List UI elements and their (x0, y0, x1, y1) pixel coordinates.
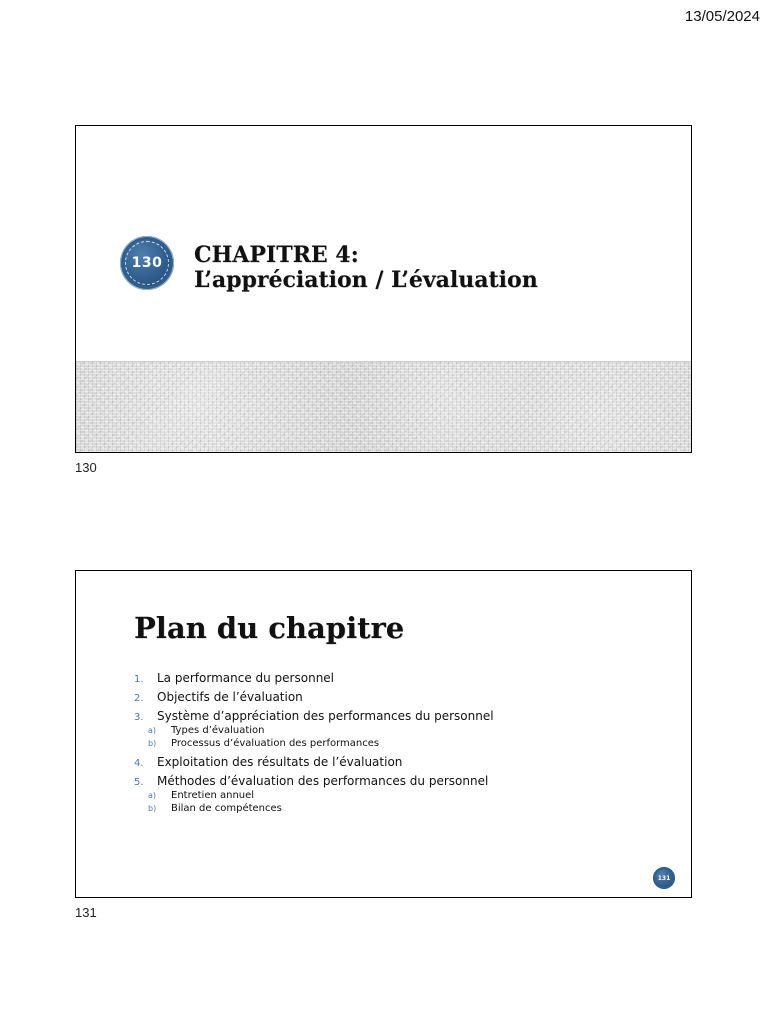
item-label: Méthodes d’évaluation des performances du personnel (157, 774, 489, 788)
page-label: 130 (75, 460, 97, 475)
sub-item-letter: a) (148, 726, 157, 735)
sub-item-label: Entretien annuel (171, 790, 255, 801)
slide-number-badge (120, 236, 174, 290)
item-number: 3. (134, 712, 144, 723)
sub-list-item (134, 725, 661, 736)
sub-item-label: Processus d’évaluation des performances (171, 738, 380, 749)
sub-list (134, 725, 661, 749)
sub-item-label: Types d’évaluation (171, 725, 265, 736)
list-item (134, 690, 661, 704)
page-label: 131 (75, 905, 97, 920)
slide-number-badge (653, 867, 675, 889)
item-label: La performance du personnel (157, 671, 335, 685)
sub-list-container (134, 725, 661, 749)
sub-list (134, 790, 661, 814)
slide-chapter-title (75, 125, 692, 453)
chapter-title-line-2: L’appréciation / L’évaluation (194, 267, 538, 293)
item-number: 2. (134, 693, 144, 704)
list-item (134, 671, 661, 685)
sub-list-item (134, 803, 661, 814)
item-label: Exploitation des résultats de l’évaluation (157, 755, 403, 769)
item-number: 4. (134, 758, 144, 769)
sub-list-container (134, 790, 661, 814)
badge-ring (125, 241, 169, 285)
badge-number: 131 (657, 874, 671, 882)
badge-number: 130 (131, 255, 163, 271)
sub-item-letter: b) (148, 804, 157, 813)
chapter-title-line-1: CHAPITRE 4: (194, 242, 359, 268)
decorative-texture-band (76, 361, 691, 452)
list-item (134, 709, 661, 723)
slide-plan (75, 570, 692, 898)
list-item (134, 755, 661, 769)
item-number: 1. (134, 674, 144, 685)
sub-item-letter: a) (148, 791, 157, 800)
sub-list-item (134, 738, 661, 749)
plan-list (134, 671, 661, 820)
chapter-title (194, 243, 538, 293)
item-label: Objectifs de l’évaluation (157, 690, 303, 704)
sub-item-label: Bilan de compétences (171, 803, 282, 814)
list-item (134, 774, 661, 788)
plan-title: Plan du chapitre (134, 611, 405, 645)
sub-list-item (134, 790, 661, 801)
sub-item-letter: b) (148, 739, 157, 748)
item-label: Système d’appréciation des performances du personnel (157, 709, 494, 723)
print-date: 13/05/2024 (684, 8, 760, 25)
item-number: 5. (134, 777, 144, 788)
